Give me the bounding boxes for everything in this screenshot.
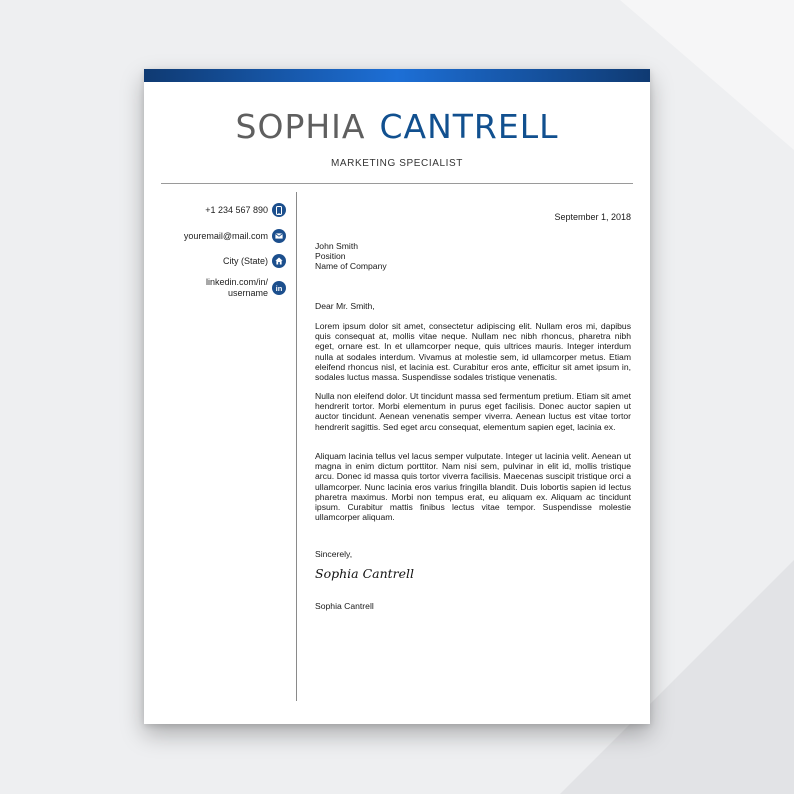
recipient-position: Position — [315, 251, 346, 262]
closing: Sincerely, — [315, 549, 353, 559]
recipient-block — [315, 241, 387, 272]
mail-icon — [272, 229, 286, 243]
last-name: CANTRELL — [379, 107, 559, 146]
phone-icon — [272, 203, 286, 217]
handwritten-signature: Sophia Cantrell — [315, 566, 415, 581]
paragraph-2: Nulla non eleifend dolor. Ut tincidunt massa sed fermentum pretium. Etiam sit amet hendrerit tortor. Morbi elementum in purus eget facilisis. Donec auctor sapien ut auctor tincidunt. Aenean venenatis semper viverra. Aenean luctus est vitae tortor hendrerit sagittis. Sed eget arcu consequat, elementum sapien eget, lacinia ex. — [315, 391, 631, 432]
email-text: youremail@mail.com — [183, 230, 268, 241]
salutation: Dear Mr. Smith, — [315, 301, 375, 311]
location-text: City (State) — [222, 255, 268, 266]
paragraph-3: Aliquam lacinia tellus vel lacus semper vulputate. Integer ut lacinia velit. Aenean ut magna in enim dictum porttitor. Nam nisi sem, pulvinar in elit id, mollis tristique arcu. Donec id massa quis tortor viverra facilisis. Maecenas suscipit tristique orci a ullamcorper. Nunc lacinia eros varius fringilla blandit. Duis lobortis sapien id lectus pharetra maximus. Morbi non tempus erat, eu aliquam ex. Aliquam ac tincidunt ipsum. Curabitur mattis finibus lectus vitae tempor. Suspendisse molestie ullamcorper aliquam. — [315, 451, 631, 523]
paragraph-1: Lorem ipsum dolor sit amet, consectetur adipiscing elit. Nullam eros mi, dapibus quis consequat at, mollis vitae neque. Nullam nec nibh rhoncus, pharetra nibh eget, ornare est. In et ullamcorper neque, quis ultrices mauris. Integer interdum nulla at sodales interdum. Vivamus at molestie sem, id ullamcorper metus. Etiam eleifend rhoncus nisl, et lacinia est. Curabitur eros ante, efficitur sit amet ipsum in, sodales luctus massa. Suspendisse sodales tristique venenatis. — [315, 321, 631, 383]
signed-name: Sophia Cantrell — [315, 601, 374, 611]
recipient-name: John Smith — [315, 241, 358, 251]
linkedin-line-2: username — [227, 288, 268, 298]
contact-linkedin — [206, 277, 286, 299]
applicant-name — [144, 107, 650, 147]
recipient-company: Name of Company — [315, 261, 387, 272]
contact-phone — [205, 203, 286, 217]
linkedin-line-1: linkedin.com/in/ — [205, 277, 268, 287]
cover-letter-page — [144, 69, 650, 724]
header-divider — [161, 183, 633, 184]
job-title: MARKETING SPECIALIST — [330, 158, 464, 169]
column-divider — [296, 192, 297, 701]
phone-text: +1 234 567 890 — [205, 204, 268, 215]
top-accent-bar — [144, 69, 650, 82]
home-icon — [272, 254, 286, 268]
contact-email — [184, 229, 286, 243]
contact-location — [223, 254, 286, 268]
linkedin-icon: in — [272, 281, 286, 295]
linkedin-text — [206, 277, 268, 299]
first-name: SOPHIA — [235, 107, 366, 146]
letter-date: September 1, 2018 — [554, 212, 631, 222]
